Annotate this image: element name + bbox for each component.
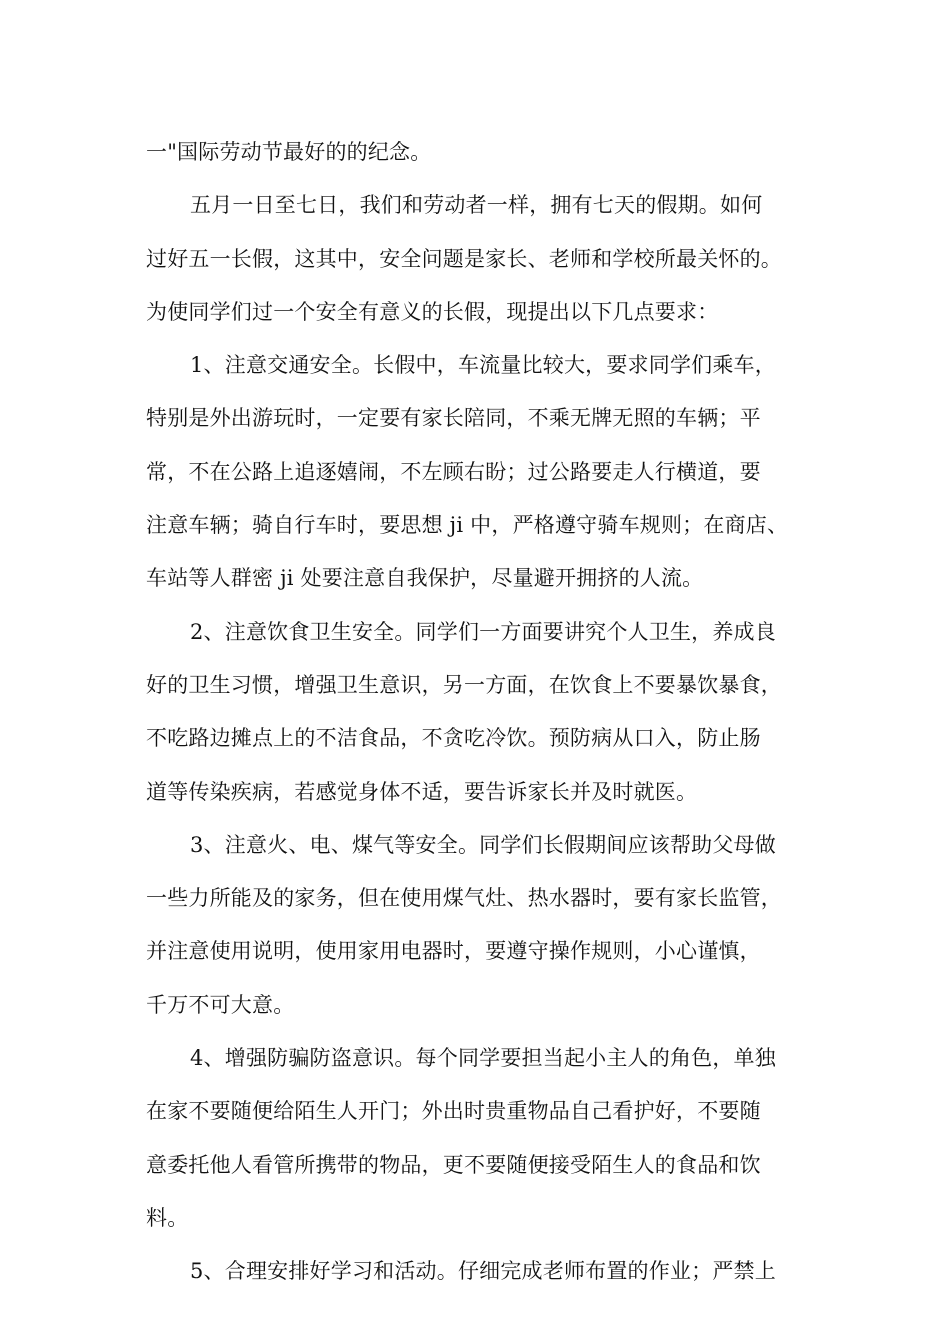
text-line: 不吃路边摊点上的不洁食品，不贪吃冷饮。预防病从口入，防止肠: [146, 726, 761, 751]
text-line: 一些力所能及的家务，但在使用煤气灶、热水器时，要有家长监管，: [146, 886, 782, 911]
text-line: 2、注意饮食卫生安全。同学们一方面要讲究个人卫生，养成良: [190, 619, 776, 644]
text-line: 3、注意火、电、煤气等安全。同学们长假期间应该帮助父母做: [190, 832, 776, 857]
text-line: 特别是外出游玩时，一定要有家长陪同，不乘无牌无照的车辆；平: [146, 406, 761, 431]
text-line: 车站等人群密 ji 处要注意自我保护，尽量避开拥挤的人流。: [146, 566, 704, 591]
text-line: 1、注意交通安全。长假中，车流量比较大，要求同学们乘车，: [190, 353, 776, 378]
text-line: 意委托他人看管所携带的物品，更不要随便接受陌生人的食品和饮: [146, 1152, 761, 1177]
body-text: [146, 126, 836, 1299]
text-line: 并注意使用说明，使用家用电器时，要遵守操作规则，小心谨慎，: [146, 939, 761, 964]
text-line: 5、合理安排好学习和活动。仔细完成老师布置的作业；严禁上: [190, 1259, 776, 1284]
text-line: 常，不在公路上追逐嬉闹，不左顾右盼；过公路要走人行横道，要: [146, 459, 761, 484]
text-line: 4、增强防骗防盗意识。每个同学要担当起小主人的角色，单独: [190, 1046, 776, 1071]
text-line: 为使同学们过一个安全有意义的长假，现提出以下几点要求：: [146, 299, 719, 324]
text-line: 五月一日至七日，我们和劳动者一样，拥有七天的假期。如何: [190, 193, 763, 218]
text-line: 好的卫生习惯，增强卫生意识，另一方面，在饮食上不要暴饮暴食，: [146, 672, 782, 697]
text-line: 道等传染疾病，若感觉身体不适，要告诉家长并及时就医。: [146, 779, 698, 804]
text-line: 注意车辆；骑自行车时，要思想 ji 中，严格遵守骑车规则；在商店、: [146, 513, 789, 538]
text-line: 料。: [146, 1205, 189, 1230]
text-line: 在家不要随便给陌生人开门；外出时贵重物品自己看护好，不要随: [146, 1099, 761, 1124]
text-line: 一"国际劳动节最好的的纪念。: [146, 140, 432, 164]
text-line: 千万不可大意。: [146, 992, 295, 1017]
text-line: 过好五一长假，这其中，安全问题是家长、老师和学校所最关怀的。: [146, 246, 782, 271]
